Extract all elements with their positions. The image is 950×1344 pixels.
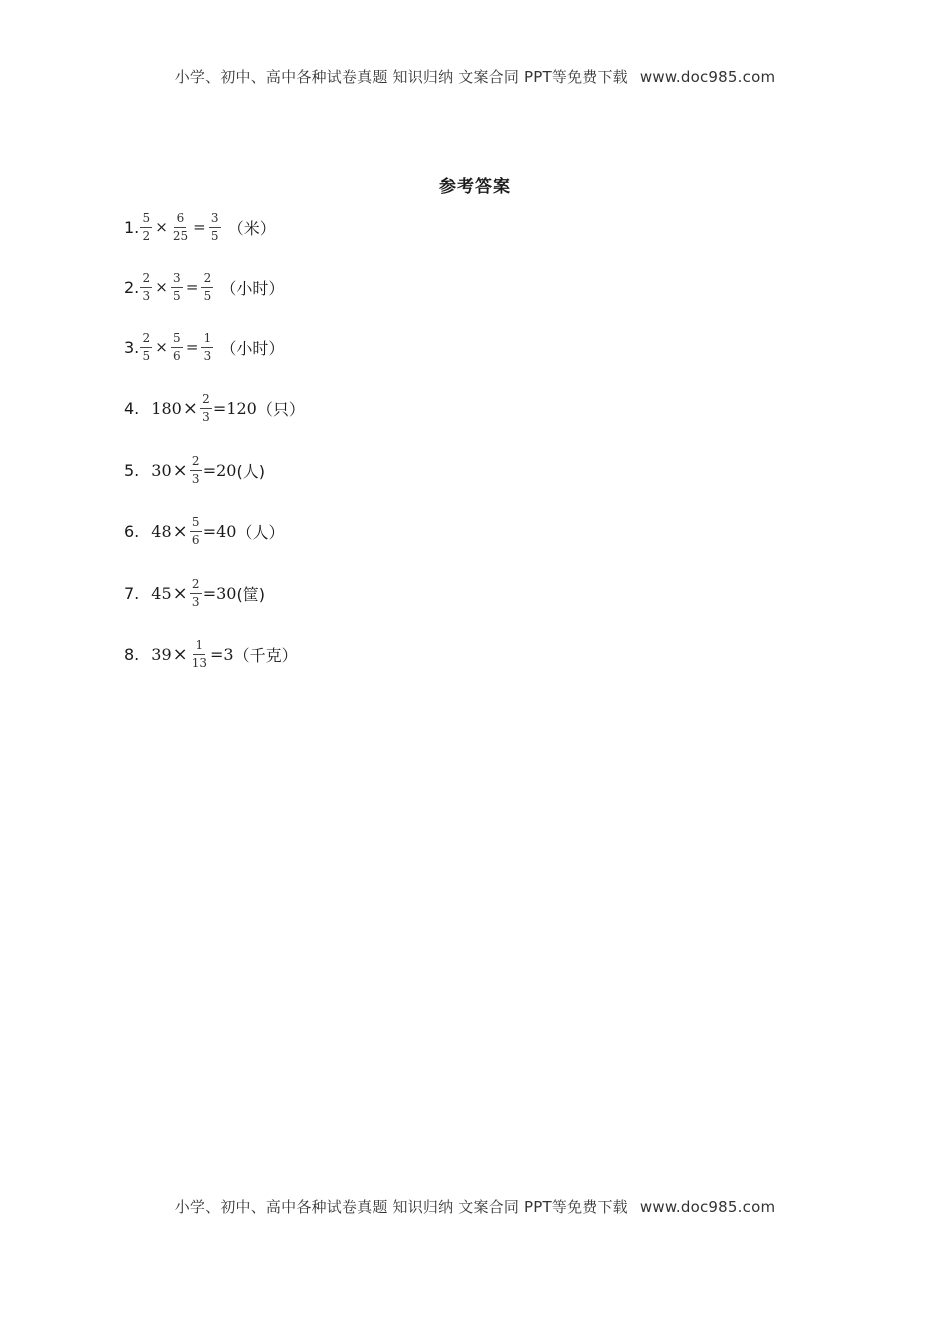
- fraction: [190, 516, 202, 547]
- page-title: 参考答案: [439, 177, 511, 197]
- denominator: 6: [173, 348, 181, 363]
- answer-number: 4.: [124, 398, 140, 418]
- denominator: 3: [142, 288, 151, 303]
- denominator: 25: [172, 228, 189, 243]
- multiply-sign: ×: [155, 218, 168, 236]
- numerator: 3: [171, 272, 183, 288]
- footer-text: 小学、初中、高中各种试卷真题 知识归纳 文案合同 PPT等免费下载: [174, 1198, 628, 1216]
- multiply-sign: ×: [182, 397, 198, 419]
- fraction: [171, 212, 190, 243]
- unit-label: （人）: [236, 522, 285, 542]
- equals-sign: =: [185, 278, 199, 296]
- header-banner: [0, 66, 950, 87]
- header-site-link[interactable]: www.doc985.com: [639, 68, 776, 86]
- numerator: 2: [201, 272, 213, 288]
- denominator: 13: [191, 655, 207, 670]
- unit-label: （只）: [256, 399, 305, 419]
- denominator: 5: [173, 288, 181, 303]
- unit-label: （小时）: [220, 338, 285, 358]
- fraction: [140, 212, 152, 243]
- denominator: 5: [142, 348, 151, 363]
- numerator: 2: [140, 272, 152, 288]
- multiply-sign: ×: [155, 338, 168, 356]
- denominator: 3: [202, 409, 210, 424]
- answer-item-8: [124, 634, 298, 674]
- answer-number: 8.: [124, 644, 140, 664]
- denominator: 3: [191, 594, 200, 609]
- multiply-sign: ×: [172, 520, 188, 542]
- equals-sign: =: [193, 218, 206, 236]
- numerator: 6: [174, 212, 186, 228]
- unit-label: (筐): [236, 584, 265, 604]
- result-value: =120: [212, 398, 257, 418]
- header-text: 小学、初中、高中各种试卷真题 知识归纳 文案合同 PPT等免费下载: [174, 68, 628, 86]
- unit-label: (人): [236, 461, 265, 481]
- answer-item-6: [124, 511, 285, 551]
- fraction: [171, 332, 183, 363]
- fraction: [171, 272, 183, 303]
- numerator: 1: [201, 332, 213, 348]
- numerator: 2: [190, 578, 202, 594]
- fraction: [140, 332, 152, 363]
- fraction: [190, 578, 202, 609]
- multiplicand: 45: [151, 583, 172, 603]
- multiplicand: 39: [151, 644, 172, 664]
- result-value: =3: [210, 644, 234, 664]
- unit-label: （小时）: [220, 278, 285, 298]
- footer-site-link[interactable]: www.doc985.com: [639, 1198, 776, 1216]
- answer-item-5: [124, 450, 265, 490]
- denominator: 6: [191, 532, 200, 547]
- answer-item-1: [124, 207, 276, 247]
- numerator: 5: [190, 516, 202, 532]
- result-fraction: [209, 212, 221, 243]
- numerator: 2: [200, 393, 212, 409]
- answer-number: 7.: [124, 583, 140, 603]
- result-value: =30: [202, 583, 237, 603]
- multiplicand: 180: [151, 398, 182, 418]
- denominator: 2: [142, 228, 151, 243]
- answer-number: 6.: [124, 521, 140, 541]
- fraction: [190, 639, 209, 670]
- numerator: 5: [171, 332, 183, 348]
- multiplicand: 48: [151, 521, 172, 541]
- answer-number: 3.: [124, 337, 140, 357]
- multiply-sign: ×: [155, 278, 168, 296]
- numerator: 5: [140, 212, 152, 228]
- result-fraction: [201, 272, 213, 303]
- answer-item-4: [124, 388, 305, 428]
- equals-sign: =: [185, 338, 199, 356]
- multiply-sign: ×: [172, 459, 188, 481]
- answer-item-7: [124, 573, 265, 613]
- answer-item-3: [124, 327, 284, 367]
- denominator: 5: [203, 288, 212, 303]
- multiply-sign: ×: [172, 643, 188, 665]
- answer-number: 1.: [124, 217, 140, 237]
- fraction: [140, 272, 152, 303]
- result-fraction: [201, 332, 213, 363]
- multiply-sign: ×: [172, 582, 188, 604]
- result-value: =20: [202, 460, 237, 480]
- answer-item-2: [124, 267, 284, 307]
- result-value: =40: [202, 521, 237, 541]
- answer-number: 5.: [124, 460, 140, 480]
- unit-label: （千克）: [233, 645, 298, 665]
- numerator: 1: [193, 639, 205, 655]
- answer-number: 2.: [124, 277, 140, 297]
- denominator: 3: [203, 348, 212, 363]
- numerator: 2: [190, 455, 202, 471]
- multiplicand: 30: [151, 460, 172, 480]
- fraction: [200, 393, 212, 424]
- numerator: 2: [140, 332, 152, 348]
- denominator: 5: [210, 228, 219, 243]
- unit-label: （米）: [227, 218, 276, 238]
- numerator: 3: [209, 212, 221, 228]
- denominator: 3: [191, 471, 200, 486]
- fraction: [190, 455, 202, 486]
- footer-banner: [0, 1196, 950, 1217]
